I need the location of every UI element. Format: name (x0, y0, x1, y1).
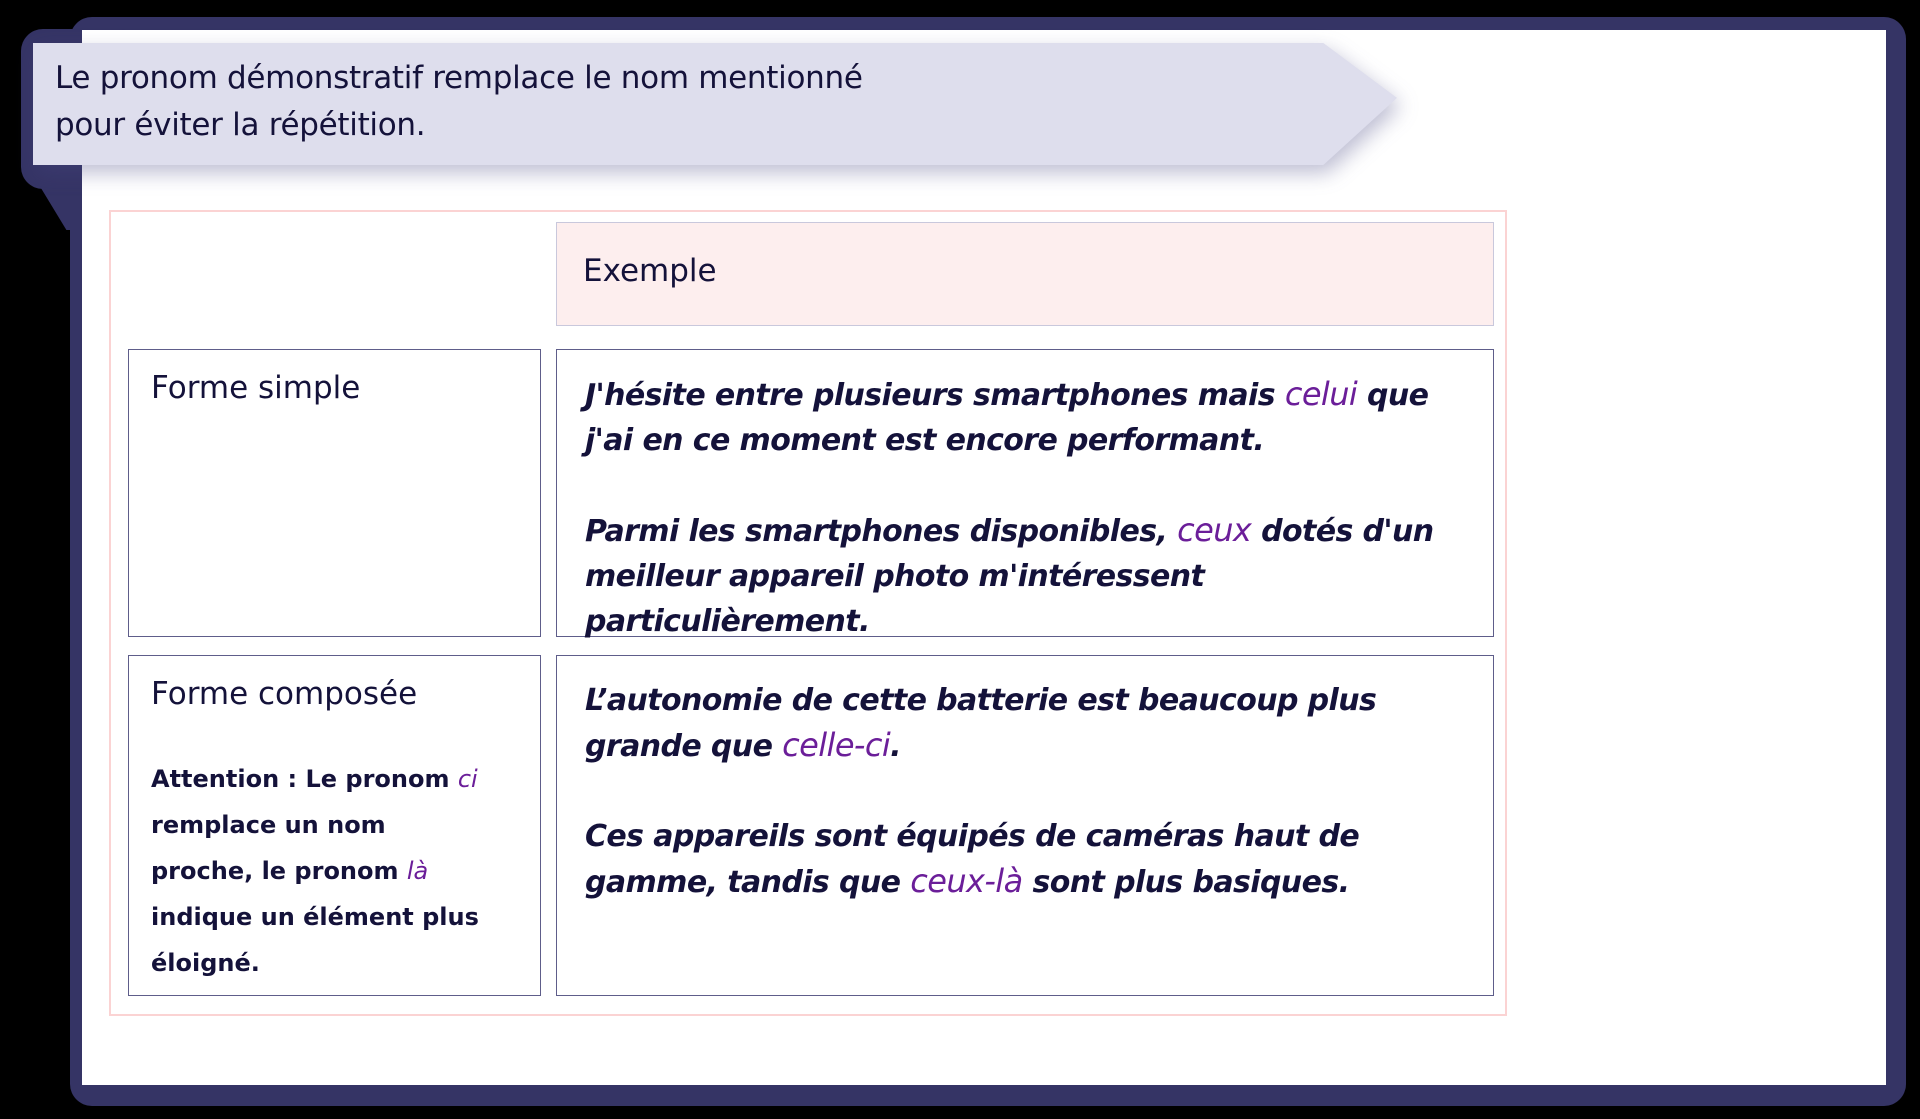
example-sentence (585, 508, 1485, 644)
example-sentence (585, 814, 1485, 905)
banner-fold (30, 170, 82, 230)
sentence-text: dotés d'un meilleur appareil photo m'intéressent particulièrement. (585, 514, 1434, 639)
row-forme-simple-label-cell (128, 349, 541, 637)
example-sentence (585, 678, 1485, 769)
sentence-text: Ces appareils sont équipés de caméras haut de gamme, tandis que (585, 819, 1360, 900)
example-sentence (585, 372, 1485, 463)
row-forme-simple-example-cell (556, 349, 1494, 637)
sentence-text: . (890, 729, 901, 764)
row-forme-composee-example-cell (556, 655, 1494, 996)
banner-title (55, 55, 955, 149)
example-text (585, 678, 1485, 950)
highlighted-la: là (406, 857, 429, 885)
highlighted-pronoun: celle-ci (782, 726, 891, 764)
row-forme-composee-label-cell (128, 655, 541, 996)
banner-line-2: pour éviter la répétition. (55, 107, 426, 143)
note-text: remplace un nom proche, le pronom (151, 811, 407, 885)
form-title: Forme simple (151, 370, 361, 406)
note-text: indique un élément plus éloigné. (151, 903, 479, 977)
note-text: Attention : Le pronom (151, 765, 458, 793)
sentence-text: sont plus basiques. (1022, 865, 1350, 900)
example-text (585, 372, 1485, 689)
highlighted-pronoun: celui (1284, 375, 1358, 413)
sentence-text: L’autonomie de cette batterie est beaucoup plus grande que (585, 683, 1377, 764)
sentence-text: J'hésite entre plusieurs smartphones mais (585, 378, 1285, 413)
highlighted-pronoun: ceux (1177, 511, 1252, 549)
form-title: Forme composée (151, 676, 418, 712)
banner-line-1: Le pronom démonstratif remplace le nom mentionné (55, 60, 863, 96)
highlighted-pronoun: ceux-là (910, 862, 1023, 900)
attention-note (151, 756, 481, 986)
sentence-text: Parmi les smartphones disponibles, (585, 514, 1178, 549)
table-header-exemple (556, 222, 1494, 326)
header-label: Exemple (583, 253, 717, 289)
sentence-text: que j'ai en ce moment est encore performant. (585, 378, 1429, 458)
highlighted-ci: ci (457, 765, 478, 793)
